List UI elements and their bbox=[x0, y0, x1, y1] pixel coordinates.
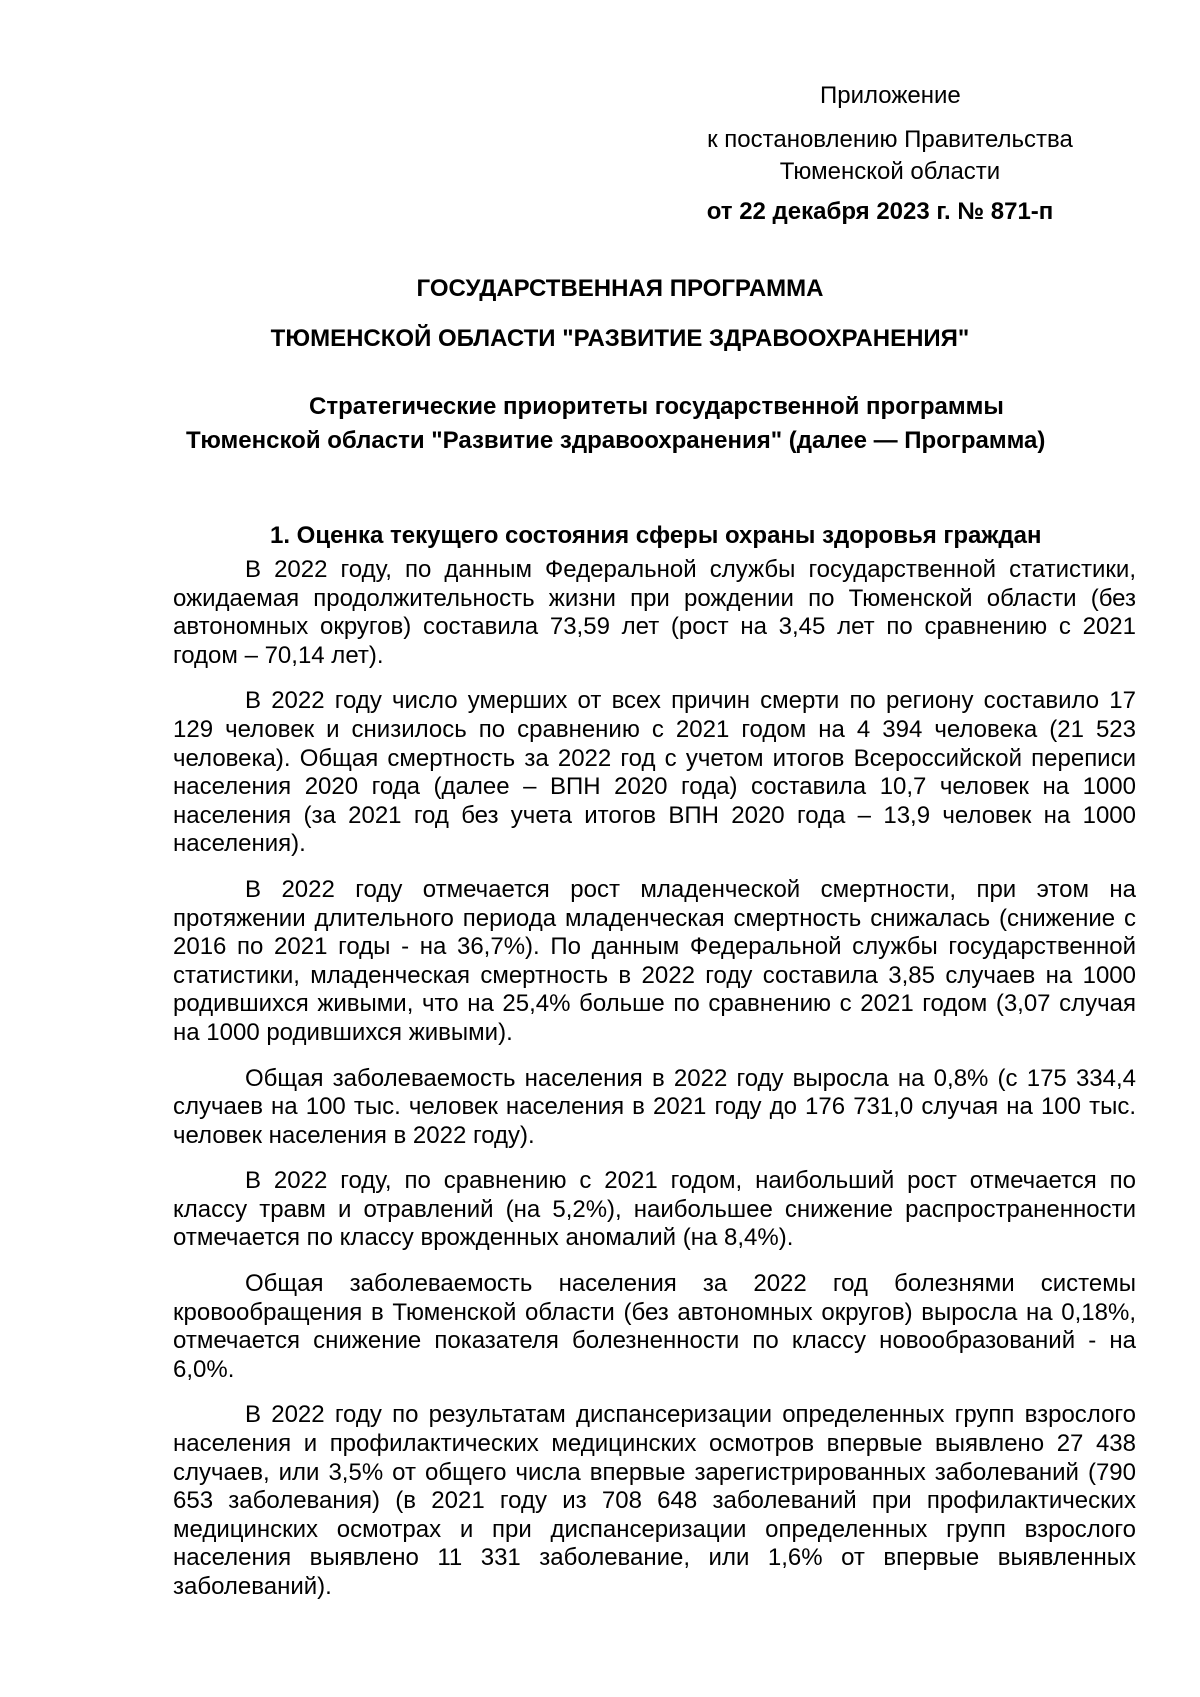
resolution-date-number: от 22 декабря 2023 г. № 871-п bbox=[706, 198, 1054, 225]
paragraph: Общая заболеваемость населения за 2022 год болезнями системы кровообращения в Тюменской области (без автономных округов) выросла на 0,18%, отмечается снижение показателя болезненности по классу новообразований - на 6,0%. bbox=[173, 1270, 1136, 1383]
annex-reference bbox=[680, 124, 1100, 188]
strategic-heading-line-1: Стратегические приоритеты государственной программы bbox=[309, 393, 1004, 420]
paragraph: В 2022 году отмечается рост младенческой смертности, при этом на протяжении длительного периода младенческая смертность снижалась (снижение с 2016 по 2021 годы - на 36,7%). По данным Федеральной службы государственной статистики, младенческая смертность в 2022 году составила 3,85 случаев на 1000 родившихся живыми, что на 25,4% больше по сравнению с 2021 годом (3,07 случая на 1000 родившихся живыми). bbox=[173, 875, 1136, 1046]
program-title bbox=[250, 264, 990, 364]
program-title-line-1: ГОСУДАРСТВЕННАЯ ПРОГРАММА bbox=[416, 275, 824, 302]
strategic-heading-line-2: Тюменской области "Развитие здравоохранения" (далее — Программа) bbox=[186, 427, 1046, 454]
program-title-line-2: ТЮМЕНСКОЙ ОБЛАСТИ "РАЗВИТИЕ ЗДРАВООХРАНЕНИЯ" bbox=[270, 325, 970, 352]
section-1-body bbox=[173, 556, 1136, 1619]
paragraph: Общая заболеваемость населения в 2022 году выросла на 0,8% (с 175 334,4 случаев на 100 тыс. человек населения в 2021 году до 176 731,0 случая на 100 тыс. человек населения в 2022 году). bbox=[173, 1064, 1136, 1149]
section-1-heading: 1. Оценка текущего состояния сферы охраны здоровья граждан bbox=[270, 522, 1042, 549]
annex-reference-line-2: Тюменской области bbox=[779, 158, 1001, 185]
strategic-priorities-heading bbox=[180, 390, 1120, 458]
paragraph: В 2022 году по результатам диспансеризации определенных групп взрослого населения и профилактических медицинских осмотров впервые выявлено 27 438 случаев, или 3,5% от общего числа впервые зарегистрированных заболеваний (790 653 заболевания) (в 2021 году из 708 648 заболеваний при профилактических медицинских осмотрах и при диспансеризации определенных групп взрослого населения выявлено 11 331 заболевание, или 1,6% от впервые выявленных заболеваний). bbox=[173, 1401, 1136, 1600]
annex-reference-line-1: к постановлению Правительства bbox=[707, 126, 1073, 153]
annex-label: Приложение bbox=[820, 82, 961, 109]
paragraph: В 2022 году, по сравнению с 2021 годом, наибольший рост отмечается по классу травм и отравлений (на 5,2%), наибольшее снижение распространенности отмечается по классу врожденных аномалий (на 8,4%). bbox=[173, 1167, 1136, 1252]
paragraph: В 2022 году число умерших от всех причин смерти по региону составило 17 129 человек и снизилось по сравнению с 2021 годом на 4 394 человека (21 523 человека). Общая смертность за 2022 год с учетом итогов Всероссийской переписи населения 2020 года (далее – ВПН 2020 года) составила 10,7 человек на 1000 населения (за 2021 год без учета итогов ВПН 2020 года – 13,9 человек на 1000 населения). bbox=[173, 687, 1136, 858]
paragraph: В 2022 году, по данным Федеральной службы государственной статистики, ожидаемая продолжительность жизни при рождении по Тюменской области (без автономных округов) составила 73,59 лет (рост на 3,45 лет по сравнению с 2021 годом – 70,14 лет). bbox=[173, 556, 1136, 669]
